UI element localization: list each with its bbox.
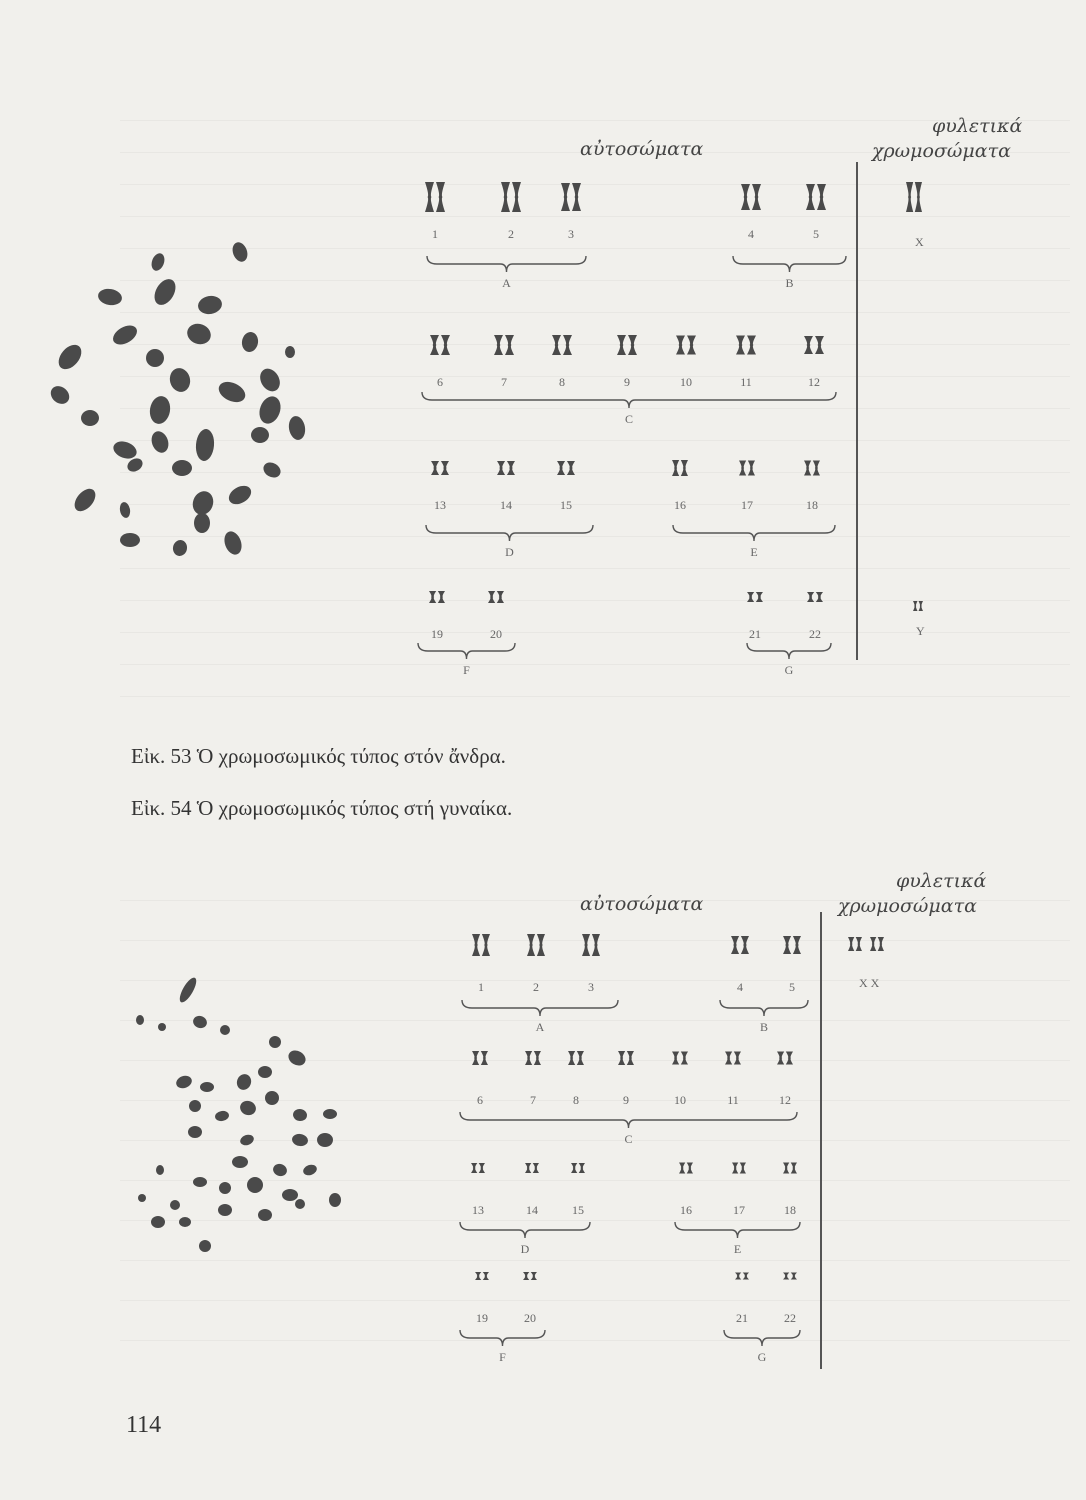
chromosome-number-3: 3 (568, 227, 574, 241)
group-brace-D (460, 1222, 590, 1238)
page-number: 114 (126, 1412, 162, 1438)
chromosome-12 (777, 1052, 793, 1065)
chromosome-number-12: 12 (779, 1093, 791, 1107)
metaphase-chromosome (269, 1036, 281, 1048)
metaphase-chromosome (271, 1162, 288, 1178)
metaphase-chromosome (295, 1199, 305, 1209)
caption-figure-54: Εἰκ. 54 Ὁ χρωμοσωμικός τύπος στή γυναίκα. (131, 796, 513, 820)
metaphase-chromosome (191, 1014, 208, 1030)
group-label-C: C (624, 412, 633, 426)
group-label-B: B (785, 276, 794, 290)
chromosome-6 (472, 1051, 488, 1065)
metaphase-chromosome (329, 1193, 341, 1207)
chromosome-number-13: 13 (472, 1203, 484, 1217)
metaphase-chromosome (151, 1216, 165, 1228)
metaphase-chromosome (286, 1047, 309, 1068)
group-label-F: F (463, 663, 470, 677)
chromosome-number-5: 5 (813, 227, 819, 241)
chromosome-9 (618, 1051, 634, 1065)
chromosome-10 (672, 1052, 688, 1065)
chromosome-number-22: 22 (809, 627, 821, 641)
group-brace-E (675, 1222, 800, 1238)
chromosome-number-8: 8 (559, 375, 565, 389)
chromosome-number-9: 9 (623, 1093, 629, 1107)
metaphase-chromosome (239, 1133, 256, 1147)
metaphase-chromosome (214, 1110, 230, 1122)
metaphase-chromosome (199, 1240, 211, 1252)
group-label-G: G (784, 663, 794, 677)
chromosome-number-2: 2 (533, 980, 539, 994)
chromosome-20 (523, 1272, 537, 1280)
metaphase-chromosome (138, 1194, 146, 1202)
chromosome-number-10: 10 (680, 375, 692, 389)
chromosome-18 (783, 1163, 797, 1174)
group-label-A: A (502, 276, 511, 290)
chromosome-number-6: 6 (437, 375, 443, 389)
metaphase-chromosome (188, 1126, 202, 1138)
group-label-D: D (520, 1242, 530, 1256)
chromosome-number-19: 19 (431, 627, 443, 641)
group-brace-B (720, 1000, 808, 1016)
male-sex-label-y: Y (916, 624, 925, 638)
group-brace-C (460, 1112, 797, 1128)
metaphase-chromosome (265, 1091, 279, 1105)
chromosome-number-7: 7 (530, 1093, 536, 1107)
chromosome-number-11: 11 (727, 1093, 739, 1107)
male-autosomes-heading: αὐτοσώματα (580, 138, 704, 160)
metaphase-chromosome (200, 1082, 214, 1092)
male-sex-heading-line2: χρωμοσώματα (872, 140, 1011, 162)
female-sex-heading-line2: χρωμοσώματα (838, 895, 977, 917)
metaphase-chromosome (292, 1108, 308, 1122)
chromosome-16 (679, 1163, 693, 1174)
female-sex-heading-line1: φυλετικά (896, 870, 987, 892)
metaphase-chromosome (323, 1109, 337, 1119)
group-label-F: F (499, 1350, 506, 1364)
chromosome-number-21: 21 (736, 1311, 748, 1325)
chromosome-number-22: 22 (784, 1311, 796, 1325)
group-label-C: C (624, 1132, 633, 1146)
group-label-E: E (750, 545, 758, 559)
chromosome-1 (472, 934, 490, 956)
chromosome-number-4: 4 (737, 980, 743, 994)
caption-figure-53: Εἰκ. 53 Ὁ χρωμοσωμικός τύπος στόν ἄνδρα. (131, 744, 506, 768)
chromosome-13 (471, 1163, 485, 1173)
chromosome-7 (525, 1051, 541, 1065)
chromosome-3 (582, 934, 600, 956)
chromosome-number-20: 20 (524, 1311, 536, 1325)
chromosome-number-15: 15 (572, 1203, 584, 1217)
metaphase-chromosome (258, 1209, 272, 1221)
metaphase-chromosome (282, 1189, 298, 1201)
chromosome-15 (571, 1163, 585, 1173)
chromosome-17 (732, 1163, 746, 1174)
chromosome-number-9: 9 (624, 375, 630, 389)
chromosome-number-7: 7 (501, 375, 507, 389)
chromosome-number-14: 14 (500, 498, 512, 512)
chromosome-number-18: 18 (784, 1203, 796, 1217)
group-brace-G (724, 1330, 800, 1346)
chromosome-number-5: 5 (789, 980, 795, 994)
metaphase-chromosome (302, 1163, 319, 1177)
metaphase-chromosome (247, 1177, 263, 1193)
metaphase-chromosome (158, 1023, 166, 1031)
male-sex-heading-line1: φυλετικά (932, 115, 1023, 137)
group-brace-A (462, 1000, 618, 1016)
chromosome-11 (725, 1052, 741, 1065)
chromosome-number-16: 16 (674, 498, 686, 512)
group-label-B: B (759, 1020, 768, 1034)
chromosome-number-1: 1 (478, 980, 484, 994)
metaphase-chromosome (219, 1182, 231, 1194)
chromosome-number-15: 15 (560, 498, 572, 512)
chromosome-number-13: 13 (434, 498, 446, 512)
metaphase-chromosome (189, 1100, 201, 1112)
chromosome-number-8: 8 (573, 1093, 579, 1107)
group-label-E: E (733, 1242, 742, 1256)
group-label-G: G (757, 1350, 767, 1364)
chromosome-number-19: 19 (476, 1311, 488, 1325)
chromosome-number-10: 10 (674, 1093, 686, 1107)
metaphase-chromosome (232, 1156, 248, 1168)
female-sex-label-xx: X X (859, 976, 880, 990)
metaphase-chromosome (156, 1165, 164, 1175)
metaphase-chromosome (136, 1015, 144, 1025)
chromosome-8 (568, 1051, 584, 1065)
metaphase-chromosome (170, 1200, 180, 1210)
chromosome-2 (527, 934, 545, 956)
chromosome-number-17: 17 (733, 1203, 745, 1217)
chromosome-number-17: 17 (741, 498, 753, 512)
group-label-A: A (535, 1020, 545, 1034)
sex-chromosome-0 (848, 937, 862, 951)
chromosome-number-4: 4 (748, 227, 754, 241)
chromosome-number-16: 16 (680, 1203, 692, 1217)
group-brace-F (460, 1330, 545, 1346)
chromosome-number-11: 11 (740, 375, 752, 389)
metaphase-chromosome (220, 1025, 230, 1035)
group-label-D: D (505, 545, 514, 559)
metaphase-chromosome (218, 1204, 232, 1216)
chromosome-22 (783, 1273, 797, 1280)
metaphase-chromosome (177, 975, 200, 1004)
female-autosomes-heading: αὐτοσώματα (580, 893, 704, 915)
chromosome-number-1: 1 (432, 227, 438, 241)
chromosome-number-2: 2 (508, 227, 514, 241)
chromosome-number-20: 20 (490, 627, 502, 641)
metaphase-chromosome (179, 1217, 191, 1227)
chromosome-5 (783, 936, 801, 954)
chromosome-number-12: 12 (808, 375, 820, 389)
sex-chromosome-1 (870, 937, 884, 951)
metaphase-chromosome (235, 1072, 254, 1092)
chromosome-number-18: 18 (806, 498, 818, 512)
chromosome-19 (475, 1272, 489, 1280)
metaphase-chromosome (258, 1066, 272, 1078)
male-sex-label-x: X (915, 235, 924, 249)
metaphase-chromosome (317, 1133, 333, 1147)
chromosome-14 (525, 1163, 539, 1173)
chromosome-number-14: 14 (526, 1203, 538, 1217)
chromosome-number-3: 3 (588, 980, 594, 994)
metaphase-chromosome (174, 1074, 193, 1091)
chromosome-number-21: 21 (749, 627, 761, 641)
chromosome-4 (731, 936, 749, 954)
metaphase-chromosome (238, 1099, 258, 1118)
chromosome-21 (735, 1273, 749, 1280)
metaphase-chromosome (193, 1177, 207, 1187)
metaphase-chromosome (291, 1133, 309, 1148)
chromosome-number-6: 6 (477, 1093, 483, 1107)
